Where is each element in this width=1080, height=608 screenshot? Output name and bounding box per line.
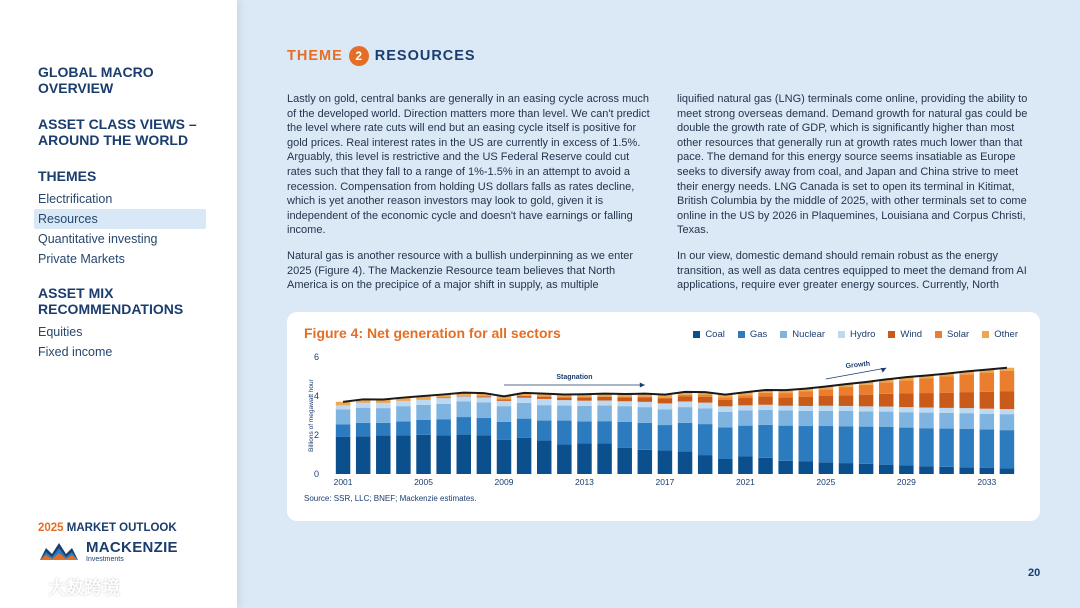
bar-segment-hydro: [859, 406, 873, 411]
bar-segment-nuclear: [416, 405, 430, 420]
bar-segment-coal: [658, 450, 672, 474]
bar-segment-gas: [939, 429, 953, 467]
mackenzie-logo: [38, 540, 178, 564]
bar-segment-hydro: [959, 408, 973, 413]
bar-segment-nuclear: [980, 414, 994, 430]
bar-segment-hydro: [919, 408, 933, 413]
nav-asset-class-views[interactable]: ASSET CLASS VIEWS – AROUND THE WORLD: [38, 116, 197, 148]
bar-segment-gas: [678, 423, 692, 452]
bar-segment-solar: [778, 393, 792, 397]
body-left-paragraph-2: Natural gas is another resource with a bullish underpinning as we enter 2025 (Figure 4). The Mackenzie Resource team believes that North America is on the precipice of a major shift in supply, as multiple: [287, 249, 634, 292]
bar-segment-hydro: [658, 403, 672, 409]
bar-segment-hydro: [1000, 409, 1014, 414]
bar-segment-wind: [879, 394, 893, 407]
bar-segment-coal: [758, 458, 772, 474]
body-right-paragraph-1: liquified natural gas (LNG) terminals come online, providing the ability to meet strong overseas demand. Demand growth for natural gas could be double the growth rate of GDP, which is significantly higher than most other resources that generally run at growth rates much lower than that pace. The demand for this energy source seems insatiable as Europe seeks to diversify away from coal, and Japan and China strive to meet their energy needs. LNG Canada is set to open its terminal in Kitimat, British Columbia by the middle of 2025, with other terminals set to come online in the US by 2026 in Plaquemines, Louisiana and Corpus Christi, Texas.: [677, 93, 1028, 237]
legend-item-coal: [693, 329, 725, 340]
bar-segment-coal: [959, 467, 973, 474]
chart-card: [287, 312, 1040, 521]
legend-label: Nuclear: [792, 329, 826, 340]
bar-segment-gas: [416, 420, 430, 435]
y-tick-label: 0: [313, 469, 319, 479]
bar-segment-nuclear: [477, 402, 491, 418]
bar-segment-hydro: [436, 398, 450, 404]
legend-label: Gas: [749, 329, 768, 340]
bar-segment-wind: [597, 397, 611, 401]
bar-segment-coal: [899, 465, 913, 474]
y-tick-label: 4: [313, 391, 319, 401]
bar-segment-coal: [638, 450, 652, 474]
legend-item-nuclear: [780, 329, 825, 340]
growth-arrow: [826, 368, 886, 379]
bar-segment-nuclear: [819, 411, 833, 426]
sidebar-nav: [38, 64, 208, 362]
theme-name: RESOURCES: [374, 48, 476, 64]
bar-segment-wind: [758, 396, 772, 404]
legend-swatch: [935, 331, 942, 338]
bar-segment-wind: [517, 396, 531, 398]
bar-segment-gas: [859, 427, 873, 464]
bar-segment-solar: [738, 395, 752, 398]
bar-segment-wind: [718, 400, 732, 407]
bar-segment-nuclear: [436, 404, 450, 419]
bar-segment-solar: [617, 397, 631, 398]
legend-swatch: [888, 331, 895, 338]
bar-segment-coal: [517, 438, 531, 474]
watermark-text: 大数跨境: [48, 578, 120, 598]
legend-swatch: [838, 331, 845, 338]
bar-segment-coal: [819, 462, 833, 474]
bar-segment-hydro: [678, 401, 692, 407]
bar-segment-wind: [839, 395, 853, 406]
bar-segment-nuclear: [899, 412, 913, 427]
bar-segment-solar: [899, 380, 913, 393]
chart-title: Figure 4: Net generation for all sectors: [304, 325, 561, 341]
market-outlook-label: [38, 522, 177, 534]
sidebar: [0, 0, 237, 608]
bar-segment-gas: [899, 428, 913, 466]
bar-segment-hydro: [799, 406, 813, 411]
bar-segment-gas: [376, 423, 390, 436]
bar-segment-coal: [799, 462, 813, 474]
chart-svg: [287, 312, 1040, 521]
nav-asset-mix-heading[interactable]: ASSET MIX RECOMMENDATIONS: [38, 285, 184, 317]
legend-item-solar: [935, 329, 969, 340]
growth-label: Growth: [845, 360, 871, 371]
bar-segment-hydro: [557, 400, 571, 405]
bar-segment-nuclear: [839, 411, 853, 426]
bar-segment-nuclear: [678, 407, 692, 423]
bar-segment-hydro: [537, 399, 551, 405]
bar-segment-wind: [819, 396, 833, 406]
y-tick-label: 6: [313, 352, 319, 362]
bar-segment-nuclear: [396, 406, 410, 421]
bar-segment-nuclear: [658, 409, 672, 425]
theme-word: THEME: [287, 48, 343, 64]
stagnation-label: Stagnation: [556, 374, 593, 381]
bar-segment-solar: [658, 398, 672, 399]
bar-segment-nuclear: [577, 406, 591, 421]
x-tick-label: 2009: [494, 477, 514, 487]
x-tick-label: 2033: [977, 477, 997, 487]
legend-label: Other: [994, 329, 1018, 340]
bar-segment-other: [336, 402, 350, 405]
bar-segment-solar: [959, 374, 973, 392]
nav-themes-heading[interactable]: THEMES: [38, 168, 97, 184]
bar-segment-hydro: [718, 406, 732, 412]
bar-segment-gas: [778, 426, 792, 461]
body-left-paragraph-1: Lastly on gold, central banks are generally in an easing cycle across much of the developed world. Direction matters more than level. We can't predict the level where rate cuts will end but an easing cycle itself is positive for gold prices. Real interest rates in the US are currently in excess of 1.5%. Arguably, this level is restrictive and the US Federal Reserve could cut rates such that they fall to a range of 1%-1.5% in an attempt to avoid a recession. Compensation from holding US dollars falls as rates decline, which is yet another reason investors may look to gold, given it is independent of the economic cycle and doesn't have earnings or falling income.: [287, 93, 650, 237]
bar-segment-nuclear: [758, 410, 772, 425]
bar-segment-coal: [939, 467, 953, 474]
legend-swatch: [982, 331, 989, 338]
x-tick-label: 2005: [414, 477, 433, 487]
bar-segment-coal: [698, 455, 712, 474]
bar-segment-hydro: [758, 405, 772, 410]
bar-segment-gas: [980, 430, 994, 468]
bar-segment-gas: [577, 421, 591, 443]
bar-segment-solar: [859, 385, 873, 395]
bar-segment-solar: [919, 378, 933, 393]
bar-segment-solar: [839, 387, 853, 395]
bar-segment-nuclear: [799, 411, 813, 426]
bar-segment-coal: [778, 461, 792, 474]
outlook-text: MARKET OUTLOOK: [66, 522, 177, 534]
legend-item-hydro: [838, 329, 875, 340]
bar-segment-gas: [336, 424, 350, 436]
bar-segment-gas: [919, 428, 933, 466]
y-axis-label: Billions of megawatt hour: [308, 379, 315, 452]
bar-segment-gas: [638, 423, 652, 450]
bar-segment-hydro: [778, 406, 792, 411]
bar-segment-coal: [416, 435, 430, 474]
bar-segment-coal: [457, 435, 471, 474]
nav-item-private-markets[interactable]: Private Markets: [38, 252, 125, 266]
nav-item-fixed-income[interactable]: Fixed income: [38, 345, 113, 359]
page-number: 20: [1028, 567, 1041, 579]
bar-segment-gas: [477, 418, 491, 435]
bar-segment-coal: [738, 456, 752, 474]
legend-swatch: [693, 331, 700, 338]
legend-swatch: [738, 331, 745, 338]
bar-segment-nuclear: [718, 412, 732, 427]
bar-segment-solar: [678, 395, 692, 396]
bar-segment-solar: [819, 389, 833, 396]
bar-segment-coal: [1000, 469, 1014, 474]
body-right-paragraph-2: In our view, domestic demand should remain robust as the energy transition, as well as data centres equipped to meet the demand from AI applications, require ever greater energy sources. Currently, North: [677, 249, 1027, 292]
bar-segment-wind: [477, 396, 491, 397]
bar-segment-hydro: [577, 401, 591, 406]
bar-segment-wind: [980, 392, 994, 409]
bar-segment-coal: [617, 448, 631, 474]
logo-name: MACKENZIE: [86, 539, 178, 556]
bar-segment-gas: [356, 423, 370, 436]
bar-segment-wind: [638, 397, 652, 401]
bar-segment-gas: [758, 425, 772, 458]
bar-segment-gas: [959, 429, 973, 467]
legend-label: Coal: [705, 329, 725, 340]
bar-segment-hydro: [376, 403, 390, 408]
nav-item-quantitative-investing[interactable]: Quantitative investing: [38, 232, 158, 246]
bar-segment-wind: [698, 397, 712, 403]
bar-segment-coal: [879, 465, 893, 474]
bar-segment-nuclear: [939, 413, 953, 429]
bar-segment-nuclear: [859, 411, 873, 426]
legend-label: Wind: [900, 329, 923, 340]
nav-item-resources[interactable]: Resources: [34, 209, 206, 229]
body-left-column: [287, 92, 652, 304]
chart-source: Source: SSR, LLC; BNEF; Mackenzie estimates.: [304, 494, 477, 503]
bar-segment-hydro: [638, 402, 652, 407]
bar-segment-wind: [859, 395, 873, 407]
legend-label: Hydro: [850, 329, 876, 340]
nav-item-electrification[interactable]: Electrification: [38, 192, 113, 206]
bar-segment-nuclear: [517, 403, 531, 419]
bar-segment-gas: [557, 421, 571, 445]
bar-segment-hydro: [980, 409, 994, 414]
bar-segment-hydro: [819, 406, 833, 411]
watermark-icon: [8, 577, 48, 597]
bar-segment-hydro: [336, 405, 350, 409]
legend-swatch: [780, 331, 787, 338]
nav-global-macro[interactable]: GLOBAL MACRO OVERVIEW: [38, 64, 154, 96]
bar-segment-nuclear: [1000, 414, 1014, 430]
bar-segment-gas: [718, 427, 732, 459]
bar-segment-nuclear: [537, 405, 551, 420]
bar-segment-hydro: [396, 401, 410, 406]
bar-segment-nuclear: [336, 409, 350, 424]
bar-segment-gas: [436, 419, 450, 435]
bar-segment-wind: [919, 393, 933, 407]
bar-segment-solar: [718, 398, 732, 400]
x-tick-label: 2029: [896, 477, 916, 487]
legend-item-wind: [888, 329, 922, 340]
bar-segment-gas: [457, 417, 471, 435]
bar-segment-wind: [457, 396, 471, 397]
bar-segment-wind: [577, 397, 591, 400]
bar-segment-wind: [738, 398, 752, 405]
stagnation-arrowhead: [640, 383, 645, 388]
bar-segment-hydro: [517, 398, 531, 403]
bar-segment-nuclear: [638, 407, 652, 423]
bar-segment-nuclear: [879, 412, 893, 427]
bar-segment-coal: [980, 468, 994, 474]
bar-segment-gas: [819, 426, 833, 462]
bar-segment-nuclear: [457, 401, 471, 417]
bar-segment-coal: [557, 445, 571, 474]
bar-segment-solar: [879, 382, 893, 394]
bar-segment-wind: [799, 397, 813, 406]
bar-segment-hydro: [617, 401, 631, 406]
bar-segment-gas: [396, 422, 410, 436]
bar-segment-nuclear: [738, 410, 752, 425]
bar-segment-nuclear: [497, 406, 511, 422]
bar-segment-gas: [839, 426, 853, 463]
bar-segment-wind: [557, 397, 571, 400]
bar-segment-wind: [959, 392, 973, 408]
outlook-year: 2025: [38, 522, 64, 534]
y-tick-label: 2: [313, 430, 319, 440]
bar-segment-hydro: [457, 396, 471, 401]
legend-item-other: [982, 329, 1018, 340]
bar-segment-hydro: [356, 403, 370, 408]
bar-segment-hydro: [416, 400, 430, 405]
bar-segment-coal: [859, 464, 873, 474]
legend-item-gas: [738, 329, 767, 340]
bar-segment-coal: [919, 466, 933, 474]
bar-segment-wind: [899, 393, 913, 407]
legend-label: Solar: [947, 329, 970, 340]
bar-segment-wind: [658, 399, 672, 404]
bar-segment-hydro: [597, 400, 611, 405]
bar-segment-solar: [939, 377, 953, 393]
bar-segment-gas: [537, 421, 551, 441]
bar-segment-coal: [477, 435, 491, 474]
bar-segment-nuclear: [919, 413, 933, 429]
bar-segment-coal: [336, 437, 350, 474]
bar-segment-coal: [678, 452, 692, 474]
bar-segment-wind: [497, 400, 511, 401]
bar-segment-coal: [376, 436, 390, 474]
bar-segment-hydro: [497, 401, 511, 406]
bar-segment-wind: [537, 397, 551, 399]
bar-segment-wind: [939, 393, 953, 408]
x-tick-label: 2013: [575, 477, 594, 487]
bar-segment-wind: [617, 398, 631, 402]
bar-segment-coal: [396, 435, 410, 474]
bar-segment-nuclear: [597, 406, 611, 422]
bar-segment-nuclear: [778, 410, 792, 425]
bar-segment-gas: [517, 419, 531, 438]
bar-segment-gas: [1000, 430, 1014, 468]
bar-segment-wind: [436, 398, 450, 399]
bar-segment-solar: [799, 392, 813, 397]
bar-segment-gas: [799, 426, 813, 461]
nav-item-equities[interactable]: Equities: [38, 325, 83, 339]
bar-segment-nuclear: [356, 408, 370, 423]
x-tick-label: 2001: [333, 477, 353, 487]
bar-segment-gas: [879, 427, 893, 465]
bar-segment-solar: [698, 395, 712, 397]
bar-segment-wind: [778, 397, 792, 405]
bar-segment-coal: [597, 443, 611, 474]
bar-segment-gas: [658, 425, 672, 450]
bar-segment-coal: [718, 459, 732, 474]
x-tick-label: 2025: [816, 477, 836, 487]
bar-segment-gas: [497, 422, 511, 440]
bar-segment-nuclear: [557, 406, 571, 421]
bar-segment-hydro: [698, 403, 712, 409]
x-tick-label: 2017: [655, 477, 675, 487]
bar-segment-wind: [678, 396, 692, 401]
bar-segment-coal: [356, 436, 370, 474]
bar-segment-solar: [1000, 371, 1014, 392]
bar-segment-hydro: [899, 407, 913, 412]
mackenzie-logo-icon: [38, 540, 80, 564]
bar-segment-gas: [738, 426, 752, 457]
bar-segment-coal: [537, 440, 551, 474]
bar-segment-gas: [698, 424, 712, 455]
bar-segment-solar: [980, 373, 994, 392]
bar-segment-hydro: [477, 397, 491, 402]
bar-segment-wind: [1000, 392, 1014, 410]
bar-segment-nuclear: [698, 408, 712, 424]
bar-segment-hydro: [738, 405, 752, 410]
bar-segment-coal: [839, 463, 853, 474]
watermark: [8, 574, 120, 600]
chart-legend: [680, 329, 1018, 340]
bar-segment-coal: [577, 443, 591, 474]
bar-segment-nuclear: [376, 408, 390, 423]
bar-segment-gas: [597, 421, 611, 443]
bar-segment-hydro: [879, 407, 893, 412]
bar-segment-solar: [758, 393, 772, 397]
bar-segment-coal: [497, 440, 511, 474]
bar-segment-gas: [617, 422, 631, 448]
bar-segment-hydro: [839, 406, 853, 411]
bar-segment-solar: [638, 397, 652, 398]
x-tick-label: 2021: [735, 477, 755, 487]
bar-segment-nuclear: [959, 413, 973, 429]
logo-subtitle: Investments: [86, 556, 124, 563]
bar-segment-coal: [436, 435, 450, 474]
bar-segment-nuclear: [617, 406, 631, 422]
theme-title: [287, 46, 476, 66]
growth-arrowhead: [881, 368, 887, 373]
bar-segment-hydro: [939, 408, 953, 413]
body-right-column: [677, 92, 1032, 304]
theme-number-badge: 2: [349, 46, 369, 66]
